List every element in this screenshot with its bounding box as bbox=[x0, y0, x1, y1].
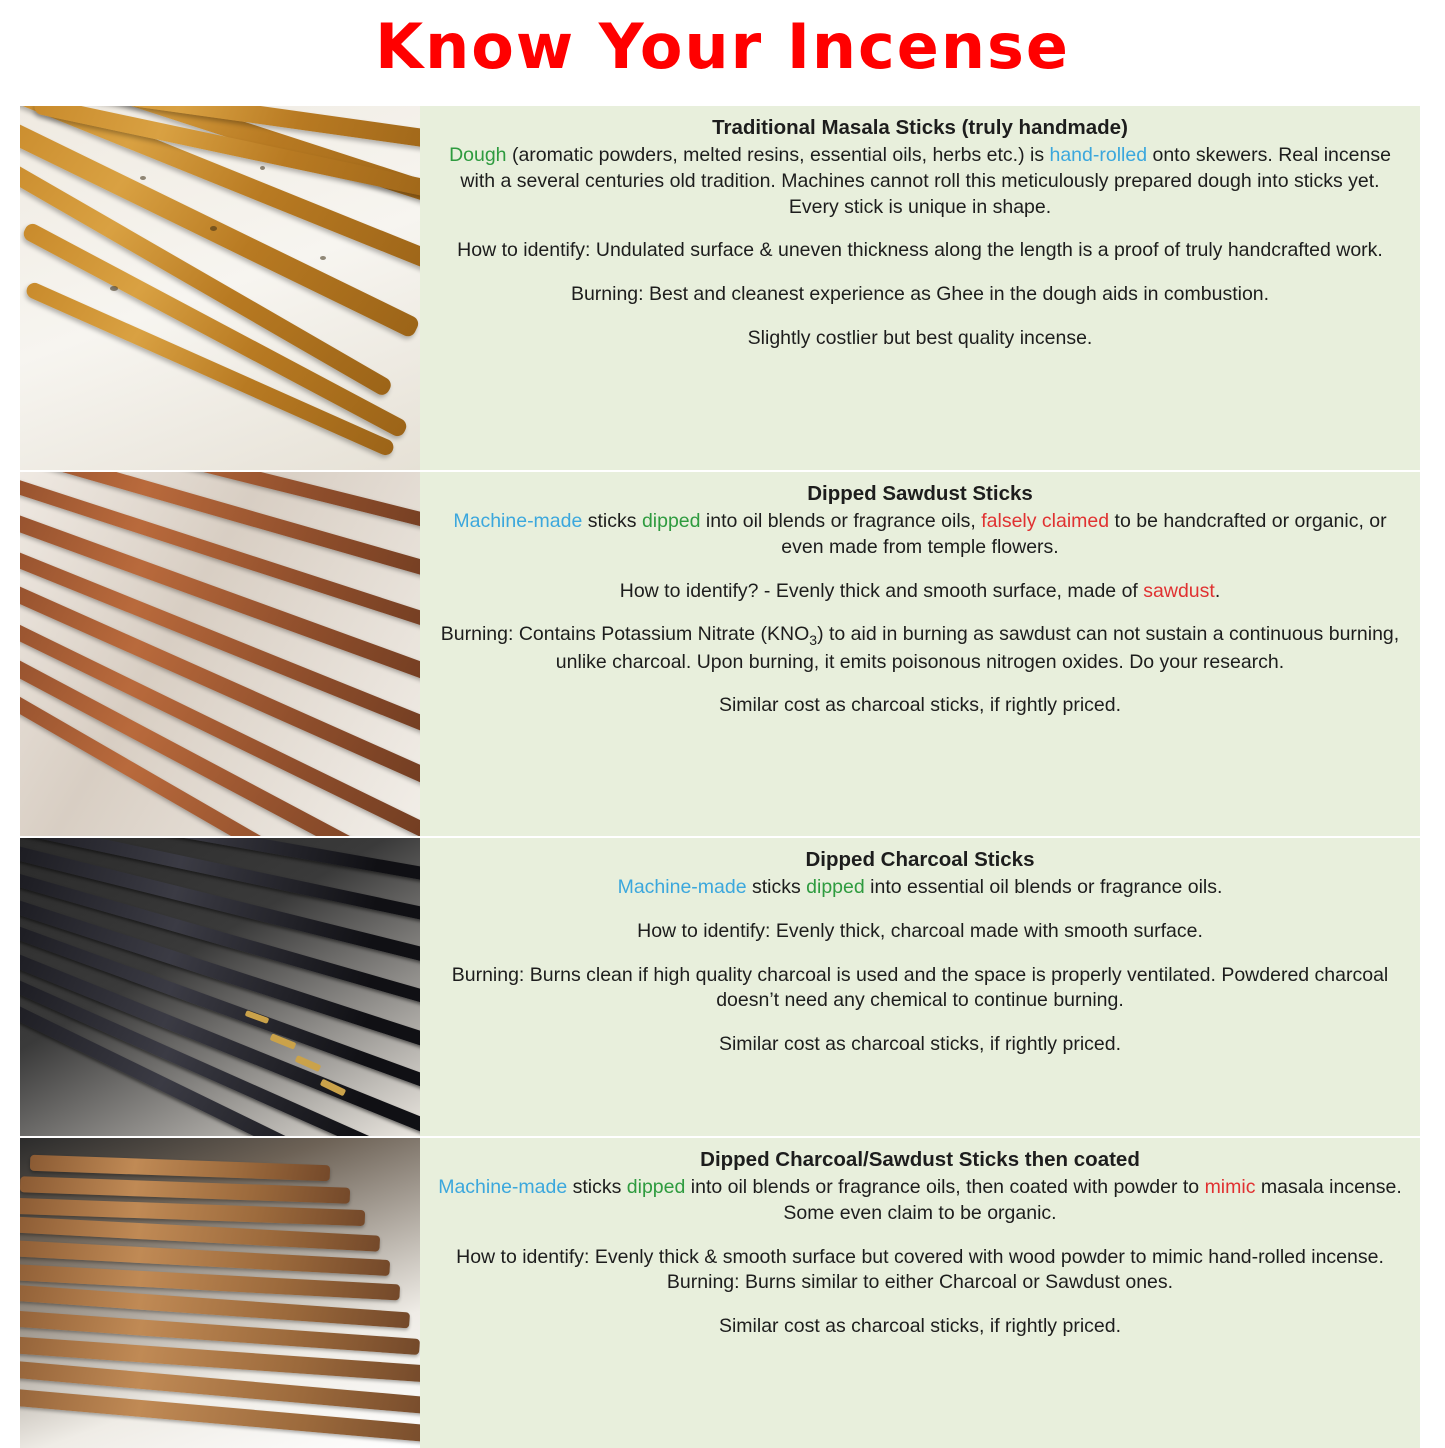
paragraph-text: to be handcrafted or organic, or even made from temple flowers. bbox=[781, 510, 1387, 558]
paragraph-text: ) to aid in burning as sawdust can not sustain a continuous burning, unlike charcoal. Upon burning, it emits poisonous nitrogen oxides. Do your research. bbox=[555, 623, 1400, 673]
section-dipped-sawdust-sticks bbox=[20, 472, 1420, 838]
paragraph-text: . bbox=[1214, 579, 1221, 602]
subscript-3: 3 bbox=[809, 632, 818, 649]
paragraph-text: masala incense. Some even claim to be organic. bbox=[783, 1176, 1402, 1224]
term-falsely-claimed: falsely claimed bbox=[981, 510, 1110, 533]
section-paragraph-4: Similar cost as charcoal sticks, if rightly priced. bbox=[718, 1032, 1122, 1055]
section-heading: Dipped Sawdust Sticks bbox=[807, 482, 1033, 505]
section-paragraph-3: Burning: Burns clean if high quality charcoal is used and the space is properly ventilated. Powdered charcoal doesn’t need any chemical to continue burning. bbox=[451, 963, 1389, 1012]
section-paragraph-3 bbox=[434, 622, 1406, 675]
paragraph-text: (aromatic powders, melted resins, essential oils, herbs etc.) is bbox=[506, 144, 1050, 167]
page-title: Know Your Incense bbox=[375, 10, 1070, 83]
term-sawdust: sawdust bbox=[1143, 579, 1215, 602]
paragraph-text: into oil blends or fragrance oils, then coated with powder to bbox=[685, 1176, 1205, 1199]
section-heading: Dipped Charcoal Sticks bbox=[805, 848, 1035, 871]
charcoal-sticks-photo bbox=[20, 838, 420, 1136]
section-paragraph-2: How to identify: Undulated surface & uneven thickness along the length is a proof of truly handcrafted work. bbox=[457, 239, 1383, 262]
term-dipped: dipped bbox=[641, 510, 701, 533]
section-heading: Dipped Charcoal/Sawdust Sticks then coated bbox=[700, 1148, 1140, 1171]
paragraph-text: sticks bbox=[567, 1176, 627, 1199]
section-paragraph-1 bbox=[434, 1175, 1406, 1226]
sawdust-sticks-photo bbox=[20, 472, 420, 836]
masala-sticks-photo bbox=[20, 106, 420, 470]
section-paragraph-2: How to identify: Evenly thick & smooth surface but covered with wood powder to mimic hand-rolled incense. bbox=[456, 1245, 1384, 1268]
section-text bbox=[420, 1138, 1420, 1448]
term-hand-rolled: hand-rolled bbox=[1049, 144, 1148, 167]
section-text bbox=[420, 106, 1420, 470]
paragraph-text: Burning: Contains Potassium Nitrate (KNO bbox=[440, 623, 810, 646]
sections-list bbox=[20, 106, 1420, 1448]
term-machine-made: Machine-made bbox=[453, 510, 583, 533]
section-paragraph-2: How to identify: Evenly thick, charcoal made with smooth surface. bbox=[637, 919, 1203, 942]
coated-sticks-photo bbox=[20, 1138, 420, 1448]
term-dipped: dipped bbox=[806, 876, 865, 899]
section-paragraph-4: Similar cost as charcoal sticks, if rightly priced. bbox=[718, 1314, 1122, 1337]
section-dipped-charcoal-sticks bbox=[20, 838, 1420, 1138]
section-paragraph-3: Burning: Best and cleanest experience as Ghee in the dough aids in combustion. bbox=[570, 282, 1270, 305]
section-paragraph-4: Slightly costlier but best quality incense. bbox=[747, 326, 1093, 349]
term-mimic: mimic bbox=[1204, 1176, 1256, 1199]
paragraph-text: onto skewers. Real incense with a several centuries old tradition. Machines cannot roll this meticulously prepared dough into sticks yet. Every stick is unique in shape. bbox=[460, 144, 1391, 218]
term-dipped: dipped bbox=[626, 1176, 686, 1199]
section-text bbox=[420, 472, 1420, 836]
section-paragraph-1 bbox=[434, 143, 1406, 220]
paragraph-text: sticks bbox=[746, 876, 807, 899]
section-traditional-masala-sticks bbox=[20, 106, 1420, 472]
section-paragraph-4: Similar cost as charcoal sticks, if rightly priced. bbox=[718, 694, 1122, 717]
section-heading: Traditional Masala Sticks (truly handmade) bbox=[712, 116, 1128, 139]
paragraph-text: into essential oil blends or fragrance oils. bbox=[864, 876, 1223, 899]
section-paragraph-1 bbox=[434, 875, 1406, 901]
paragraph-text: How to identify? - Evenly thick and smooth surface, made of bbox=[619, 579, 1144, 602]
section-dipped-coated-sticks bbox=[20, 1138, 1420, 1448]
section-text bbox=[420, 838, 1420, 1136]
term-machine-made: Machine-made bbox=[438, 1176, 568, 1199]
term-machine-made: Machine-made bbox=[617, 876, 747, 899]
section-paragraph-3: Burning: Burns similar to either Charcoal or Sawdust ones. bbox=[666, 1271, 1174, 1294]
paragraph-text: sticks bbox=[582, 510, 642, 533]
term-dough: Dough bbox=[449, 144, 507, 167]
section-paragraph-2 bbox=[434, 579, 1406, 605]
section-paragraph-1 bbox=[434, 509, 1406, 560]
paragraph-text: into oil blends or fragrance oils, bbox=[700, 510, 982, 533]
